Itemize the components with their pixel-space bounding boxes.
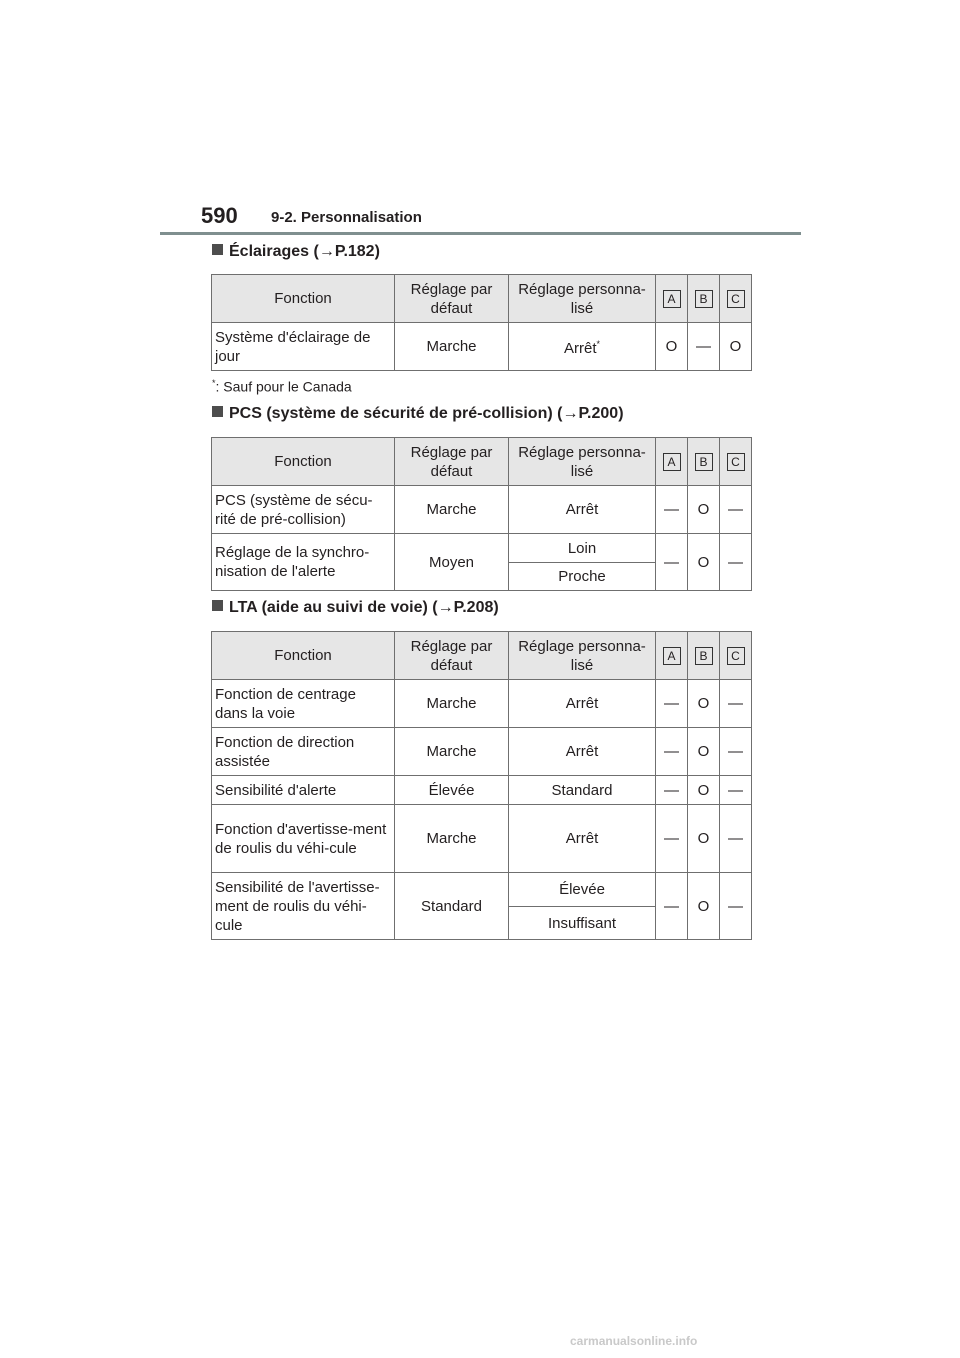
cell-defaut: Standard [395, 873, 509, 940]
col-fonction: Fonction [212, 275, 395, 323]
cell-defaut: Marche [395, 486, 509, 534]
table-header-row [212, 632, 752, 680]
col-a [656, 438, 688, 486]
box-a: A [663, 290, 681, 308]
cell-perso-option: Insuffisant [509, 907, 656, 940]
cell-c: O [720, 323, 752, 371]
cell-a: — [656, 776, 688, 805]
square-bullet-icon [212, 406, 223, 417]
cell-b: O [688, 776, 720, 805]
box-c: C [727, 453, 745, 471]
col-defaut: Réglage par défaut [395, 632, 509, 680]
cell-b: O [688, 873, 720, 940]
heading-text: Éclairages (→P.182) [229, 243, 380, 260]
cell-a: — [656, 805, 688, 873]
heading-eclairages [212, 243, 380, 261]
cell-perso: Arrêt [509, 680, 656, 728]
cell-b: O [688, 486, 720, 534]
col-b [688, 275, 720, 323]
cell-a: — [656, 680, 688, 728]
cell-fonction: Fonction de centrage dans la voie [212, 680, 395, 728]
col-a [656, 275, 688, 323]
col-perso: Réglage personna-lisé [509, 632, 656, 680]
cell-perso-option: Proche [509, 563, 656, 591]
col-c [720, 632, 752, 680]
page-number: 590 [201, 203, 238, 228]
cell-a: — [656, 728, 688, 776]
table-row [212, 776, 752, 805]
square-bullet-icon [212, 600, 223, 611]
cell-defaut: Marche [395, 728, 509, 776]
cell-c: — [720, 873, 752, 940]
cell-perso-option: Élevée [509, 873, 656, 907]
cell-perso-option: Loin [509, 534, 656, 563]
col-b [688, 438, 720, 486]
cell-fonction: Système d'éclairage de jour [212, 323, 395, 371]
cell-perso: Arrêt [509, 728, 656, 776]
heading-lta [212, 599, 499, 617]
heading-text: PCS (système de sécurité de pré-collision) (→P.200) [229, 405, 624, 422]
cell-b: O [688, 680, 720, 728]
cell-a: — [656, 534, 688, 591]
footnote-text: : Sauf pour le Canada [215, 378, 352, 395]
cell-perso [509, 323, 656, 371]
header-rule [160, 232, 801, 235]
table-pcs [211, 437, 752, 591]
cell-defaut: Élevée [395, 776, 509, 805]
cell-defaut: Marche [395, 805, 509, 873]
table-header-row [212, 275, 752, 323]
cell-c: — [720, 805, 752, 873]
col-defaut: Réglage par défaut [395, 438, 509, 486]
table-lta [211, 631, 752, 940]
heading-text: LTA (aide au suivi de voie) (→P.208) [229, 599, 499, 616]
cell-a: — [656, 486, 688, 534]
cell-c: — [720, 728, 752, 776]
table-eclairages [211, 274, 752, 371]
cell-defaut: Moyen [395, 534, 509, 591]
box-b: B [695, 453, 713, 471]
cell-fonction: Réglage de la synchro-nisation de l'alerte [212, 534, 395, 591]
section-title: 9-2. Personnalisation [271, 209, 422, 226]
table-row [212, 805, 752, 873]
cell-fonction: Sensibilité d'alerte [212, 776, 395, 805]
cell-b: O [688, 805, 720, 873]
cell-perso-text: Arrêt [563, 340, 597, 357]
cell-perso: Arrêt [509, 805, 656, 873]
heading-pcs [212, 405, 624, 423]
cell-c: — [720, 534, 752, 591]
col-c [720, 438, 752, 486]
cell-b: O [688, 534, 720, 591]
box-b: B [695, 647, 713, 665]
cell-perso: Standard [509, 776, 656, 805]
footnote [212, 378, 352, 395]
footnote-star: * [212, 378, 216, 388]
table-row [212, 486, 752, 534]
box-c: C [727, 290, 745, 308]
cell-fonction: Fonction de direction assistée [212, 728, 395, 776]
cell-fonction: PCS (système de sécu-rité de pré-collision) [212, 486, 395, 534]
table-row [212, 873, 752, 907]
watermark: carmanualsonline.info [570, 1334, 698, 1348]
cell-c: — [720, 486, 752, 534]
cell-defaut: Marche [395, 680, 509, 728]
col-fonction: Fonction [212, 632, 395, 680]
cell-fonction: Sensibilité de l'avertisse-ment de roulis du véhi-cule [212, 873, 395, 940]
cell-a: — [656, 873, 688, 940]
table-row [212, 680, 752, 728]
cell-defaut: Marche [395, 323, 509, 371]
col-b [688, 632, 720, 680]
table-row [212, 323, 752, 371]
box-a: A [663, 453, 681, 471]
box-a: A [663, 647, 681, 665]
table-row [212, 728, 752, 776]
box-c: C [727, 647, 745, 665]
cell-fonction: Fonction d'avertisse-ment de roulis du véhi-cule [212, 805, 395, 873]
box-b: B [695, 290, 713, 308]
col-perso: Réglage personna-lisé [509, 275, 656, 323]
col-perso: Réglage personna-lisé [509, 438, 656, 486]
cell-c: — [720, 680, 752, 728]
cell-b: — [688, 323, 720, 371]
col-defaut: Réglage par défaut [395, 275, 509, 323]
table-row [212, 534, 752, 563]
col-c [720, 275, 752, 323]
cell-b: O [688, 728, 720, 776]
footnote-mark: * [596, 339, 601, 349]
cell-c: — [720, 776, 752, 805]
col-a [656, 632, 688, 680]
col-fonction: Fonction [212, 438, 395, 486]
table-header-row [212, 438, 752, 486]
cell-a: O [656, 323, 688, 371]
cell-perso: Arrêt [509, 486, 656, 534]
square-bullet-icon [212, 244, 223, 255]
